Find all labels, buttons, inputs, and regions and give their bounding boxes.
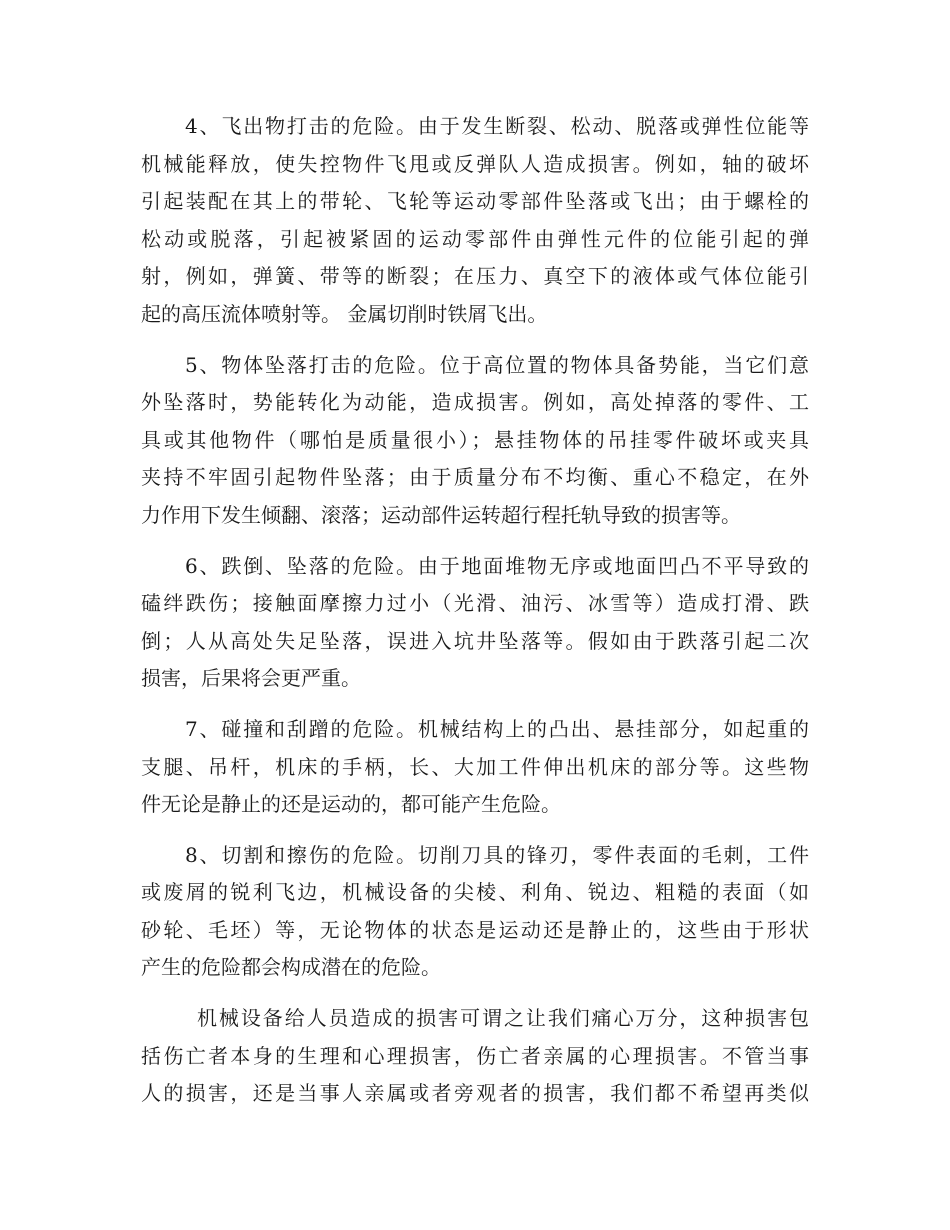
text-line: 4、飞出物打击的危险。由于发生断裂、松动、脱落或弹性位能等 <box>185 114 809 138</box>
paragraph-7-collision <box>141 711 809 824</box>
text-line: 7、碰撞和刮蹭的危险。机械结构上的凸出、悬挂部分，如起重的 <box>185 716 809 741</box>
text-line: 砂轮、毛坯）等，无论物体的状态是运动还是静止的，这些由于形状 <box>141 917 809 942</box>
paragraph-6-falls <box>141 548 809 698</box>
text-line: 括伤亡者本身的生理和心理损害，伤亡者亲属的心理损害。不管当事 <box>141 1043 809 1068</box>
paragraph-5-falling-objects <box>141 347 809 535</box>
text-line: 5、物体坠落打击的危险。位于高位置的物体具备势能，当它们意 <box>185 352 809 377</box>
text-line: 磕绊跌伤；接触面摩擦力过小（光滑、油污、冰雪等）造成打滑、跌 <box>141 591 809 616</box>
text-line: 引起装配在其上的带轮、飞轮等运动零部件坠落或飞出；由于螺栓的 <box>141 189 809 214</box>
paragraph-closing <box>141 1000 809 1113</box>
text-line: 支腿、吊杆，机床的手柄，长、大加工件伸出机床的部分等。这些物 <box>141 754 809 779</box>
text-line: 件无论是静止的还是运动的，都可能产生危险。 <box>141 792 561 817</box>
text-line: 产生的危险都会构成潜在的危险。 <box>141 955 441 980</box>
text-line: 8、切割和擦伤的危险。切削刀具的锋刃，零件表面的毛刺，工件 <box>185 842 809 867</box>
text-line: 人的损害，还是当事人亲属或者旁观者的损害，我们都不希望再类似 <box>141 1081 809 1106</box>
text-line: 机械能释放，使失控物件飞甩或反弹队人造成损害。例如，轴的破坏 <box>141 151 809 176</box>
text-line: 外坠落时，势能转化为动能，造成损害。例如，高处掉落的零件、工 <box>141 390 809 415</box>
text-line: 机械设备给人员造成的损害可谓之让我们痛心万分，这种损害包 <box>197 1006 809 1031</box>
paragraph-4-flying-objects <box>141 108 809 334</box>
text-line: 夹持不牢固引起物件坠落；由于质量分布不均衡、重心不稳定，在外 <box>141 465 809 490</box>
text-line: 或废屑的锐利飞边，机械设备的尖棱、利角、锐边、粗糙的表面（如 <box>141 880 809 905</box>
text-line: 具或其他物件（哪怕是质量很小）；悬挂物体的吊挂零件破坏或夹具 <box>141 427 809 452</box>
text-line: 损害，后果将会更严重。 <box>141 666 361 691</box>
text-line: 起的高压流体喷射等。 金属切削时铁屑飞出。 <box>141 301 548 326</box>
text-line: 松动或脱落，引起被紧固的运动零部件由弹性元件的位能引起的弹 <box>141 226 809 251</box>
text-line: 射，例如，弹簧、带等的断裂；在压力、真空下的液体或气体位能引 <box>141 264 809 289</box>
text-line: 6、跌倒、坠落的危险。由于地面堆物无序或地面凹凸不平导致的 <box>185 553 809 578</box>
paragraph-8-cutting <box>141 837 809 987</box>
text-line: 倒；人从高处失足坠落，误进入坑井坠落等。假如由于跌落引起二次 <box>141 628 809 653</box>
document-page <box>141 108 809 1126</box>
text-line: 力作用下发生倾翻、滚落；运动部件运转超行程托轨导致的损害等。 <box>141 502 741 527</box>
